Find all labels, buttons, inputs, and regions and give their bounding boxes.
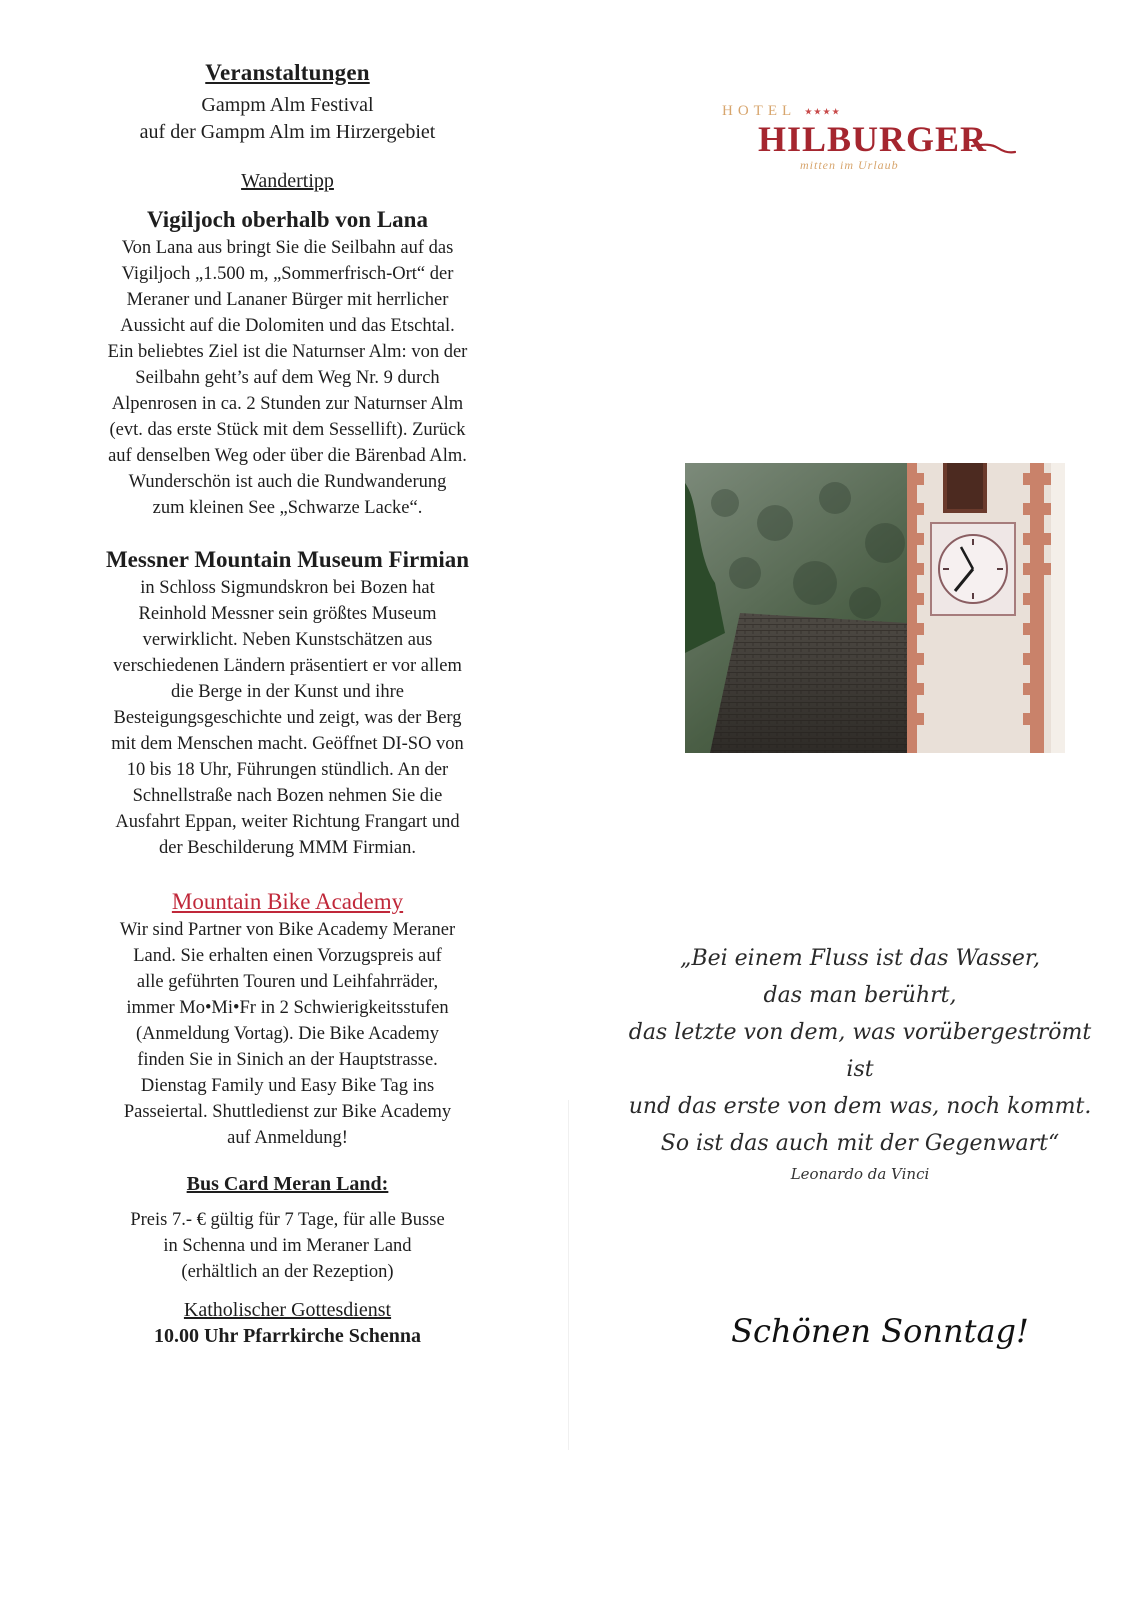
bike-line: Dienstag Family und Easy Bike Tag ins [140, 1076, 435, 1096]
logo-prefix: HOTEL [722, 103, 796, 119]
hotel-logo [720, 102, 1020, 173]
hike-line: Ein beliebtes Ziel ist die Naturnser Alm: von der [107, 342, 468, 362]
museum-text [55, 575, 520, 861]
bike-academy-link[interactable]: Mountain Bike Academy [171, 889, 404, 914]
stars-icon: ★★★★ [804, 106, 841, 117]
museum-line: Besteigungsgeschichte und zeigt, was der Berg [113, 708, 462, 728]
bike-line: Wir sind Partner von Bike Academy Meraner [119, 920, 456, 940]
hike-line: Aussicht auf die Dolomiten und das Etschtal. [120, 316, 455, 336]
museum-line: der Beschilderung MMM Firmian. [159, 838, 416, 858]
hike-line: Von Lana aus bringt Sie die Seilbahn auf das [121, 238, 454, 258]
fold-line [568, 1100, 569, 1450]
hike-line: Vigiljoch „1.500 m, „Sommerfrisch-Ort“ der [121, 264, 454, 284]
bike-line: immer Mo•Mi•Fr in 2 Schwierigkeitsstufen [126, 998, 449, 1018]
bike-text [55, 917, 520, 1151]
bike-line: Passeiertal. Shuttledienst zur Bike Academy [123, 1102, 452, 1122]
bike-line: auf Anmeldung! [227, 1128, 348, 1148]
logo-name: HILBURGER [758, 119, 988, 159]
logo-prefix-row [722, 102, 1020, 120]
clock-tower-photo [685, 463, 1065, 753]
quote-line: und das erste von dem was, noch kommt. [628, 1094, 1092, 1119]
bus-card-text [55, 1207, 520, 1285]
hike-line: Meraner und Lananer Bürger mit herrlicher [126, 290, 449, 310]
quote-line: So ist das auch mit der Gegenwart“ [660, 1131, 1060, 1156]
museum-line: verschiedenen Ländern präsentiert er vor allem [113, 656, 462, 676]
hike-title: Vigiljoch oberhalb von Lana [147, 207, 428, 232]
museum-line: Schnellstraße nach Bozen nehmen Sie die [132, 786, 443, 806]
hike-line: zum kleinen See „Schwarze Lacke“. [152, 498, 423, 518]
events-line-2: auf der Gampm Alm im Hirzergebiet [139, 121, 436, 143]
museum-line: in Schloss Sigmundskron bei Bozen hat [140, 578, 435, 598]
hike-line: Wunderschön ist auch die Rundwanderung [128, 472, 447, 492]
events-heading: Veranstaltungen [205, 60, 370, 85]
bike-line: Land. Sie erhalten einen Vorzugspreis auf [133, 946, 442, 966]
hike-line: Alpenrosen in ca. 2 Stunden zur Naturnser Alm [111, 394, 464, 414]
bike-line: (Anmeldung Vortag). Die Bike Academy [136, 1024, 439, 1044]
bus-line: Preis 7.- € gültig für 7 Tage, für alle Busse [130, 1210, 445, 1230]
left-column [55, 60, 520, 1349]
museum-line: Ausfahrt Eppan, weiter Richtung Frangart und [115, 812, 460, 832]
bike-line: finden Sie in Sinich an der Hauptstrasse. [137, 1050, 438, 1070]
hike-line: auf denselben Weg oder über die Bärenbad Alm. [108, 446, 467, 466]
quote-line: das man berührt, [763, 983, 957, 1008]
bus-line: (erhältlich an der Rezeption) [181, 1262, 394, 1282]
museum-line: 10 bis 18 Uhr, Führungen stündlich. An der [126, 760, 449, 780]
quote-author: Leonardo da Vinci [790, 1165, 930, 1183]
swoosh-icon [970, 142, 1016, 156]
mass-time: 10.00 Uhr Pfarrkirche Schenna [153, 1325, 422, 1347]
museum-line: Reinhold Messner sein größtes Museum [138, 604, 437, 624]
logo-tagline: mitten im Urlaub [800, 158, 899, 172]
bus-card-title: Bus Card Meran Land: [186, 1173, 389, 1195]
mass-title: Katholischer Gottesdienst [183, 1299, 392, 1321]
museum-line: verwirklicht. Neben Kunstschätzen aus [142, 630, 433, 650]
hike-text [55, 235, 520, 521]
bike-line: alle geführten Touren und Leihfahrräder, [136, 972, 439, 992]
events-line-1: Gampm Alm Festival [201, 94, 374, 116]
bus-line: in Schenna und im Meraner Land [163, 1236, 412, 1256]
museum-line: die Berge in der Kunst und ihre [171, 682, 404, 702]
museum-title: Messner Mountain Museum Firmian [105, 547, 470, 572]
museum-line: mit dem Menschen macht. Geöffnet DI-SO von [111, 734, 464, 754]
quote-line: „Bei einem Fluss ist das Wasser, [680, 946, 1040, 971]
hike-line: Seilbahn geht’s auf dem Weg Nr. 9 durch [135, 368, 440, 388]
hike-line: (evt. das erste Stück mit dem Sessellift). Zurück [109, 420, 466, 440]
quote-block [620, 940, 1100, 1184]
hike-label: Wandertipp [241, 170, 334, 192]
quote-line: das letzte von dem, was vorübergeströmt ist [628, 1020, 1092, 1082]
closing-greeting: Schönen Sonntag! [731, 1312, 1029, 1350]
